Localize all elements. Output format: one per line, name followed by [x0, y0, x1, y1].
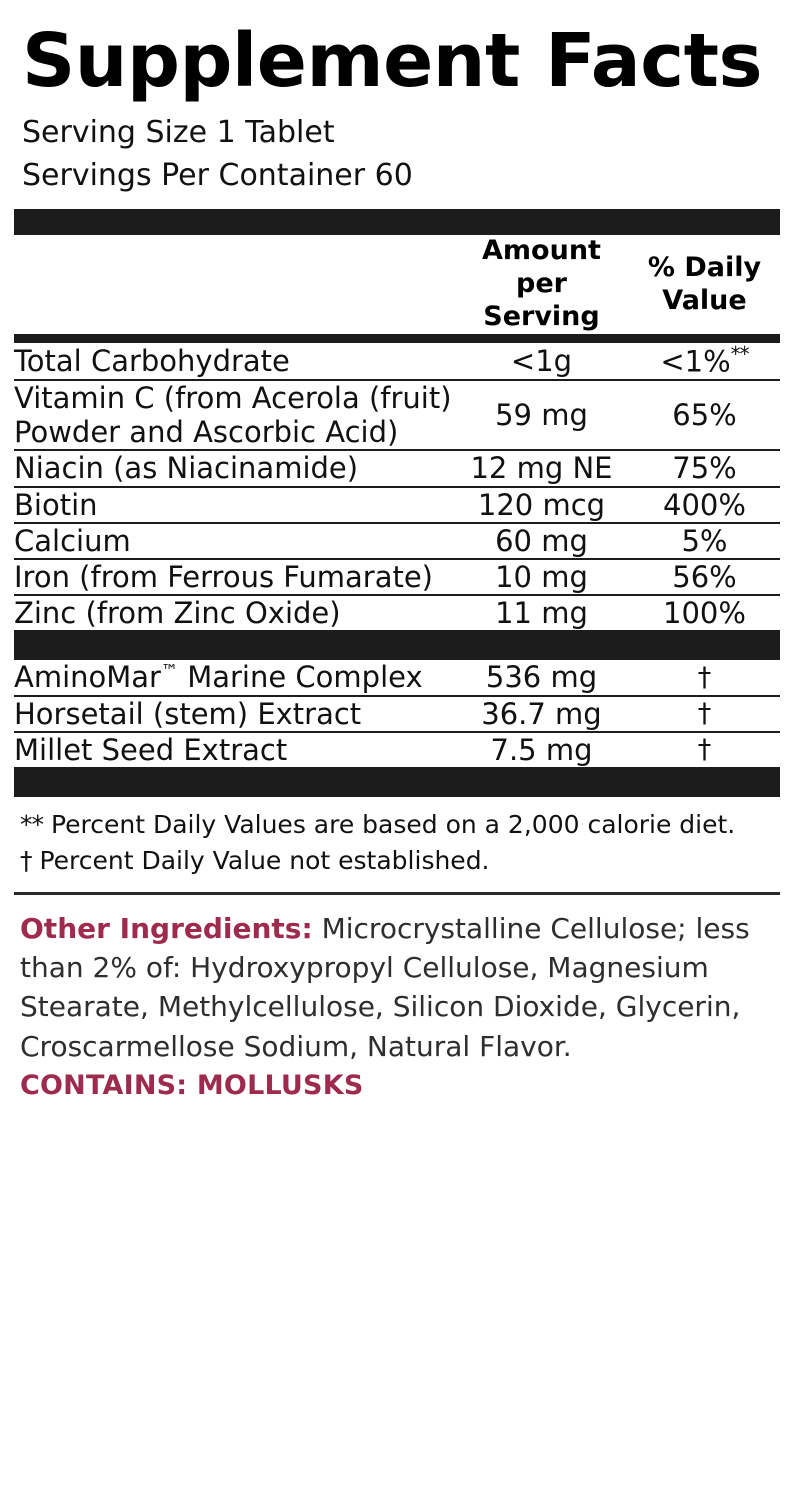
rule-block-mid: [14, 630, 780, 660]
table-row: [14, 559, 780, 595]
ingredient-name: [14, 660, 454, 695]
ingredient-name-rest: Marine Complex: [177, 660, 423, 695]
nutrient-name: Calcium: [14, 523, 454, 559]
footnote-mark: **: [20, 810, 43, 840]
nutrient-dv: 56%: [629, 559, 780, 595]
header-daily-value: [629, 235, 780, 334]
header-amount-line2: Serving: [483, 301, 600, 333]
nutrient-amount: <1g: [510, 343, 573, 378]
ingredient-amount: 7.5 mg: [454, 732, 629, 767]
nutrient-name: Niacin (as Niacinamide): [14, 450, 454, 486]
ingredient-name: Horsetail (stem) Extract: [14, 696, 454, 732]
nutrient-name: Zinc (from Zinc Oxide): [14, 595, 454, 630]
table-row: [14, 696, 780, 732]
nutrient-name: Vitamin C (from Acerola (fruit) Powder and Ascorbic Acid): [14, 380, 454, 450]
ingredient-dv: †: [629, 696, 780, 732]
table-row: [14, 450, 780, 486]
header-blank: [14, 235, 454, 334]
nutrient-dv: 400%: [629, 487, 780, 523]
table-row: [14, 595, 780, 630]
nutrient-dv: 65%: [629, 380, 780, 450]
table-row: [14, 343, 780, 380]
serving-size: Serving Size 1 Tablet: [22, 115, 335, 150]
nutrient-amount: 11 mg: [454, 595, 629, 630]
header-dv-line1: % Daily: [647, 251, 762, 283]
footnote-text: Percent Daily Value not established.: [31, 845, 490, 875]
footnotes: [14, 797, 780, 878]
nutrient-amount: 60 mg: [454, 523, 629, 559]
ingredient-amount: 536 mg: [485, 660, 598, 695]
other-ingredients-text: Microcrystalline Cellulose; less than 2% of: Hydroxypropyl Cellulose, Magnesium Stearate, Methylcellulose, Silicon Dioxide, Glycerin, Croscarmellose Sodium, Natural Flavor.: [20, 912, 750, 1063]
nutrient-dv: 5%: [629, 523, 780, 559]
nutrient-amount: 10 mg: [454, 559, 629, 595]
rule-block-bottom: [14, 767, 780, 797]
nutrient-amount: 120 mcg: [454, 487, 629, 523]
ingredient-dv: †: [697, 661, 712, 693]
rule-thick-top: [14, 209, 780, 235]
table-row: [14, 380, 780, 450]
footnote-mark: †: [20, 845, 32, 875]
table-row: [14, 487, 780, 523]
ingredient-dv: †: [629, 732, 780, 767]
nutrient-dv-value: <1%: [660, 344, 731, 379]
other-ingredients-section: [14, 895, 780, 1101]
footnote-daily-values: [20, 807, 776, 843]
header-amount-line1: Amount per: [482, 235, 601, 300]
other-ingredients-label: Other Ingredients:: [20, 912, 313, 946]
proprietary-rows-table: [14, 660, 780, 767]
table-header-row: [14, 235, 780, 334]
nutrient-amount: 59 mg: [454, 380, 629, 450]
ingredient-name: Millet Seed Extract: [14, 732, 454, 767]
nutrient-name: Biotin: [14, 487, 454, 523]
table-row: [14, 523, 780, 559]
footnote-text: Percent Daily Values are based on a 2,000 calorie diet.: [43, 810, 736, 840]
nutrient-amount: 12 mg NE: [454, 450, 629, 486]
nutrient-dv: 75%: [629, 450, 780, 486]
nutrition-table: [14, 235, 780, 334]
ingredient-amount: 36.7 mg: [454, 696, 629, 732]
contains-allergen-statement: CONTAINS: MOLLUSKS: [20, 1069, 364, 1101]
trademark-mark: ™: [160, 661, 178, 682]
nutrient-dv: [629, 343, 780, 380]
nutrient-dv-mark: **: [730, 342, 749, 366]
other-ingredients: [20, 909, 776, 1066]
ingredient-name-main: AminoMar: [14, 660, 161, 695]
rule-under-header: [14, 334, 780, 343]
table-row: [14, 660, 780, 695]
header-dv-line2: Value: [662, 284, 747, 316]
page-title: Supplement Facts: [22, 18, 763, 104]
nutrient-name: Iron (from Ferrous Fumarate): [14, 559, 454, 595]
nutrient-rows-table: [14, 343, 780, 630]
nutrient-name: Total Carbohydrate: [14, 343, 290, 378]
nutrient-dv: 100%: [629, 595, 780, 630]
table-row: [14, 732, 780, 767]
servings-per-container: Servings Per Container 60: [22, 157, 413, 193]
footnote-not-established: [20, 843, 776, 879]
header-amount-per-serving: [454, 235, 629, 334]
